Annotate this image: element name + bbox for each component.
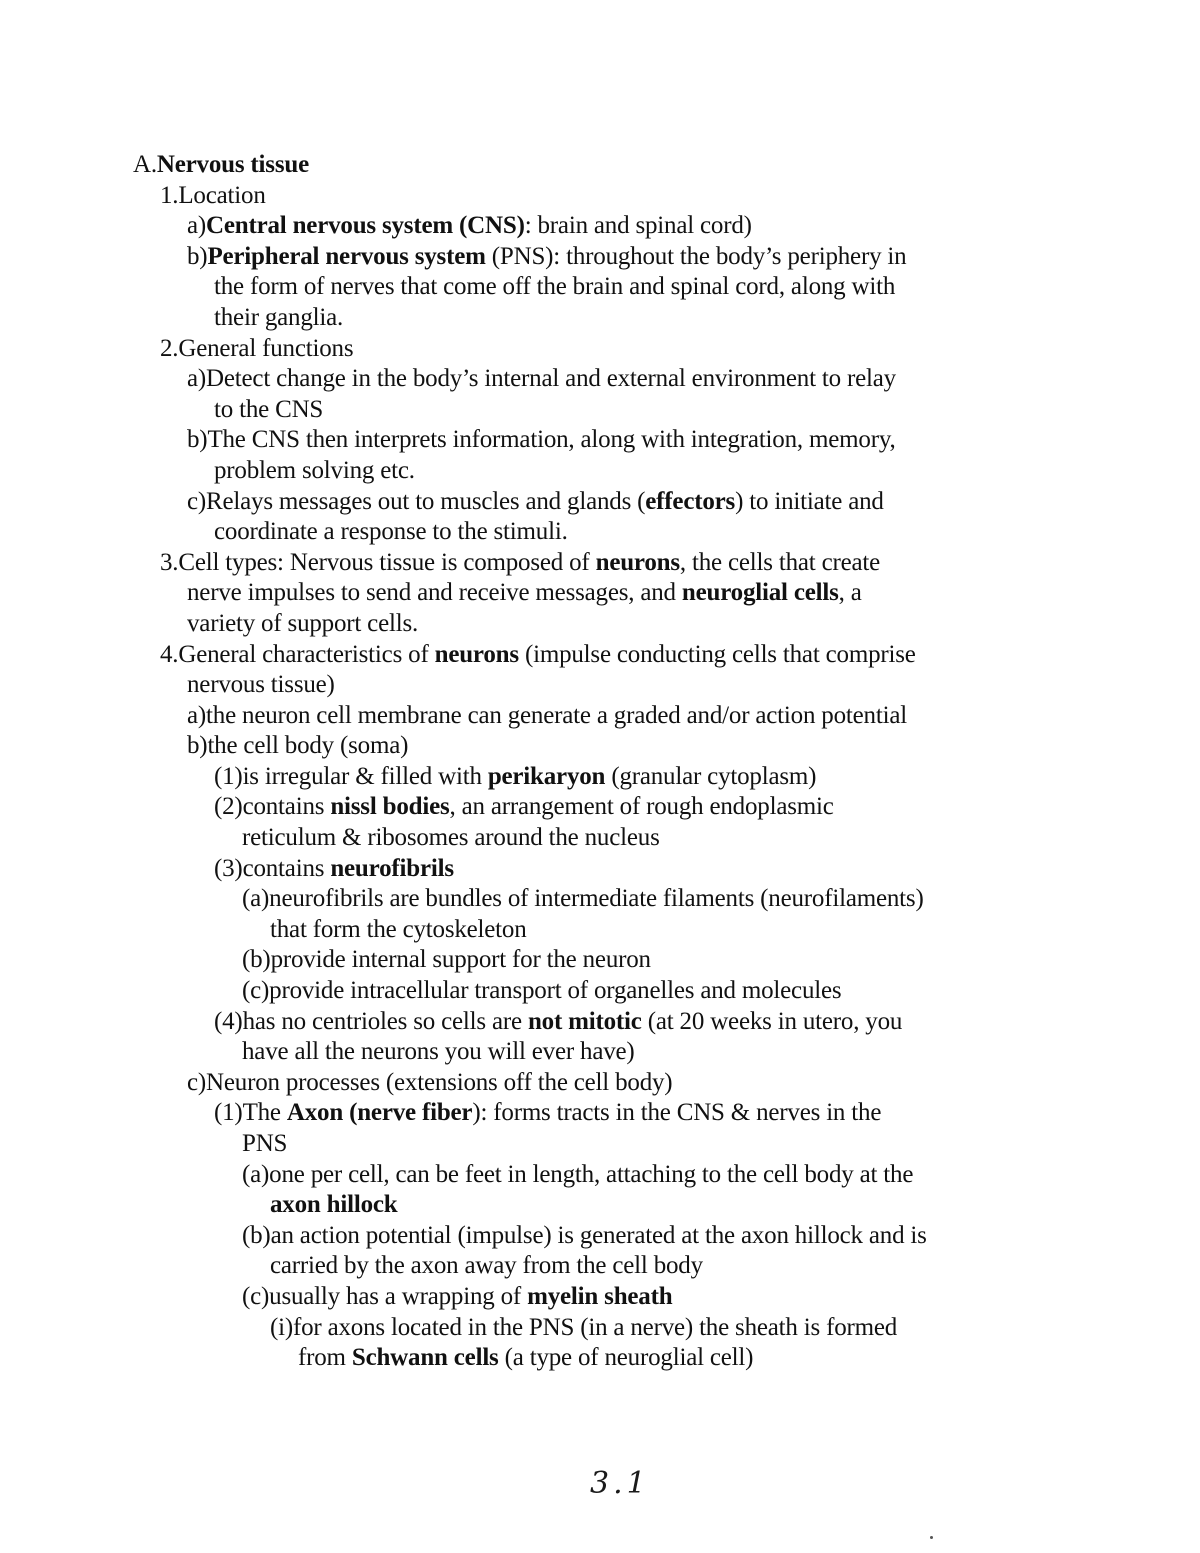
outline-text: have all the neurons you will ever have) — [242, 1038, 635, 1066]
outline-marker: 2. — [160, 334, 179, 362]
outline-marker: (i) — [270, 1313, 293, 1341]
outline-text: reticulum & ribosomes around the nucleus — [242, 824, 660, 852]
outline-text: The — [242, 1099, 287, 1127]
outline-marker: A. — [133, 151, 157, 178]
outline-line — [0, 272, 1200, 303]
outline-marker: (3) — [214, 854, 243, 882]
outline-text: General functions — [178, 334, 354, 362]
outline-text: (a type of neuroglial cell) — [498, 1344, 754, 1372]
outline-text: one per cell, can be feet in length, attaching to the cell body at the — [269, 1160, 914, 1188]
outline-text: , an arrangement of rough endoplasmic — [449, 793, 834, 821]
outline-text: The CNS then interprets information, along with integration, memory, — [207, 426, 896, 454]
outline-marker: 3. — [160, 548, 179, 576]
outline-marker: (1) — [214, 1099, 243, 1127]
bold-term: nissl bodies — [330, 793, 450, 821]
outline-line — [0, 303, 1200, 334]
outline-text: General characteristics of — [178, 640, 435, 668]
bold-term: axon hillock — [270, 1191, 398, 1219]
outline-text: , a — [838, 579, 862, 607]
outline-text: ) to initiate and — [735, 487, 884, 515]
bold-term: effectors — [645, 487, 736, 515]
outline-line — [0, 1068, 1200, 1099]
outline-marker: (4) — [214, 1007, 243, 1035]
outline-marker: 4. — [160, 640, 179, 668]
outline-text: Neuron processes (extensions off the cell body) — [206, 1068, 673, 1096]
outline-line — [0, 548, 1200, 579]
outline-marker: (a) — [242, 1160, 270, 1188]
outline-text: the form of nerves that come off the brain and spinal cord, along with — [214, 273, 896, 301]
outline-text: the cell body (soma) — [207, 732, 409, 760]
outline-marker: 1. — [160, 181, 179, 209]
bold-term: not mitotic — [527, 1007, 642, 1035]
outline-line — [0, 640, 1200, 671]
outline-marker: (b) — [242, 1221, 271, 1249]
outline-line — [0, 1282, 1200, 1313]
outline-text: for axons located in the PNS (in a nerve) the sheath is formed — [293, 1313, 898, 1341]
outline-line — [0, 1313, 1200, 1344]
outline-text: : brain and spinal cord) — [524, 212, 752, 240]
bold-term: neuroglial cells — [681, 579, 839, 607]
outline-line — [0, 456, 1200, 487]
outline-marker: b) — [187, 732, 208, 760]
outline-marker: (1) — [214, 762, 243, 790]
outline-text: to the CNS — [214, 395, 324, 423]
scan-speck — [930, 1536, 933, 1539]
outline-line — [0, 1343, 1200, 1374]
outline-text: Relays messages out to muscles and glands ( — [206, 487, 646, 515]
bold-term: Axon (nerve fiber — [286, 1099, 473, 1127]
outline-line — [0, 1098, 1200, 1129]
outline-line — [0, 181, 1200, 212]
outline-line — [0, 976, 1200, 1007]
outline-line — [0, 762, 1200, 793]
outline-marker: c) — [187, 1068, 207, 1096]
outline-marker: (c) — [242, 977, 270, 1005]
outline-text: (at 20 weeks in utero, you — [641, 1007, 903, 1035]
bold-term: perikaryon — [487, 762, 606, 790]
outline-marker: (b) — [242, 946, 271, 974]
outline-text: usually has a wrapping of — [269, 1282, 528, 1310]
outline-text: their ganglia. — [214, 303, 344, 331]
outline-line — [0, 487, 1200, 518]
outline-text: variety of support cells. — [187, 609, 419, 637]
outline-text: (PNS): throughout the body’s periphery in — [485, 242, 907, 270]
outline-text: provide internal support for the neuron — [270, 946, 651, 974]
outline-text: from — [298, 1344, 352, 1372]
outline-text: Detect change in the body’s internal and external environment to relay — [206, 365, 896, 393]
outline-line — [0, 395, 1200, 426]
outline-line — [0, 1190, 1200, 1221]
outline-line — [0, 425, 1200, 456]
outline-body — [0, 150, 1200, 1374]
bold-term: Nervous tissue — [156, 151, 309, 178]
outline-line — [0, 670, 1200, 701]
outline-text: (granular cytoplasm) — [605, 762, 817, 790]
outline-marker: b) — [187, 242, 208, 270]
outline-marker: (a) — [242, 885, 270, 913]
outline-text: Cell types: Nervous tissue is composed of — [178, 548, 596, 576]
outline-line — [0, 823, 1200, 854]
outline-text: provide intracellular transport of organelles and molecules — [269, 977, 842, 1005]
outline-text: Location — [178, 181, 266, 209]
outline-line — [0, 1221, 1200, 1252]
outline-text: neurofibrils are bundles of intermediate filaments (neurofilaments) — [269, 885, 924, 913]
outline-line — [0, 517, 1200, 548]
bold-term: Peripheral nervous system — [207, 242, 486, 270]
outline-text: contains — [242, 854, 331, 882]
outline-text: problem solving etc. — [214, 456, 415, 484]
outline-line — [0, 731, 1200, 762]
outline-line — [0, 242, 1200, 273]
outline-text: (impulse conducting cells that comprise — [518, 640, 916, 668]
outline-line — [0, 1160, 1200, 1191]
outline-text: coordinate a response to the stimuli. — [214, 518, 568, 546]
bold-term: neurofibrils — [330, 854, 454, 882]
outline-line — [0, 211, 1200, 242]
outline-text: an action potential (impulse) is generated at the axon hillock and is — [270, 1221, 927, 1249]
outline-line — [0, 150, 1200, 181]
bold-term: Schwann cells — [351, 1344, 499, 1372]
outline-marker: (c) — [242, 1282, 270, 1310]
outline-line — [0, 792, 1200, 823]
outline-marker: c) — [187, 487, 207, 515]
outline-line — [0, 945, 1200, 976]
outline-marker: a) — [187, 701, 207, 729]
outline-text: ): forms tracts in the CNS & nerves in the — [472, 1099, 882, 1127]
bold-term: neurons — [595, 548, 680, 576]
bold-term: neurons — [434, 640, 519, 668]
outline-marker: b) — [187, 426, 208, 454]
bold-term: myelin sheath — [527, 1282, 673, 1310]
outline-line — [0, 854, 1200, 885]
outline-line — [0, 915, 1200, 946]
outline-text: contains — [242, 793, 331, 821]
outline-text: the neuron cell membrane can generate a graded and/or action potential — [206, 701, 907, 729]
outline-text: that form the cytoskeleton — [270, 915, 527, 943]
outline-line — [0, 578, 1200, 609]
bold-term: Central nervous system (CNS) — [206, 212, 525, 240]
outline-text: has no centrioles so cells are — [242, 1007, 528, 1035]
outline-text: nervous tissue) — [187, 671, 335, 699]
outline-marker: a) — [187, 365, 207, 393]
outline-marker: (2) — [214, 793, 243, 821]
outline-text: is irregular & filled with — [242, 762, 488, 790]
outline-text: nerve impulses to send and receive messages, and — [187, 579, 682, 607]
outline-line — [0, 609, 1200, 640]
outline-marker: a) — [187, 212, 207, 240]
outline-line — [0, 1129, 1200, 1160]
outline-text: carried by the axon away from the cell body — [270, 1252, 703, 1280]
outline-line — [0, 884, 1200, 915]
outline-line — [0, 1037, 1200, 1068]
outline-text: , the cells that create — [679, 548, 881, 576]
outline-line — [0, 364, 1200, 395]
outline-line — [0, 1007, 1200, 1038]
outline-line — [0, 701, 1200, 732]
outline-line — [0, 334, 1200, 365]
outline-text: PNS — [242, 1130, 288, 1157]
page-number: 3.1 — [590, 1466, 650, 1501]
outline-line — [0, 1251, 1200, 1282]
